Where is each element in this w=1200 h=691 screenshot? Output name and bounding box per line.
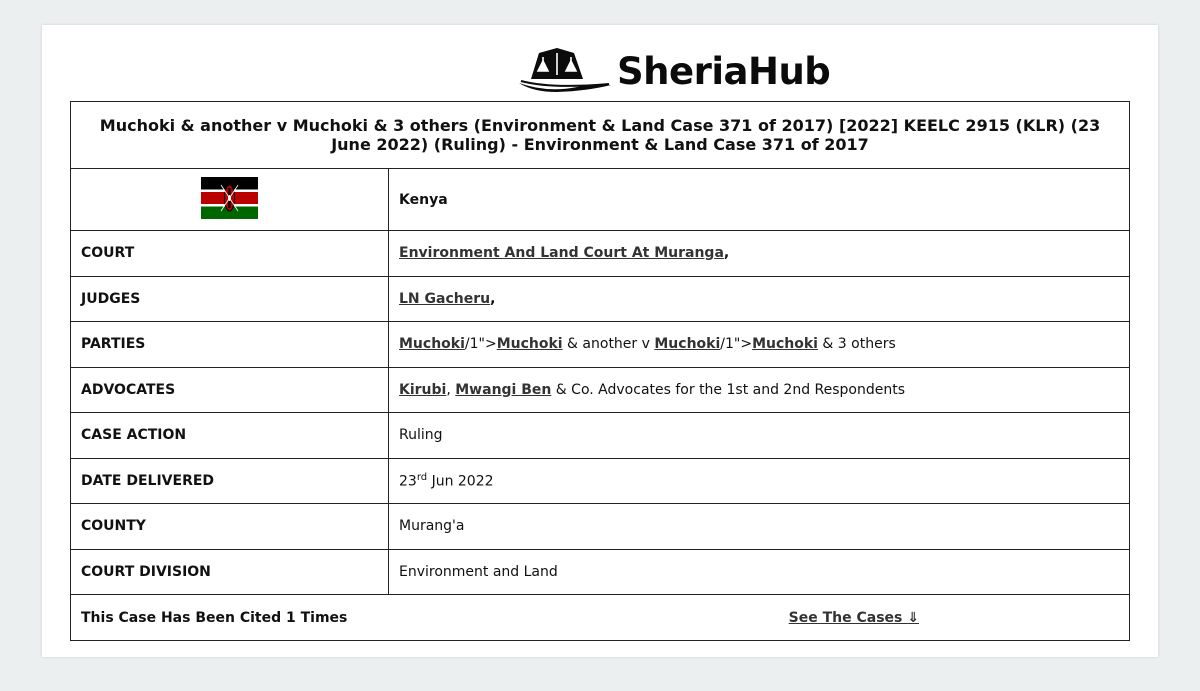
advocate-link[interactable]: Kirubi [399,381,447,398]
parties-text: & another v [562,336,655,353]
cited-row [71,595,1130,641]
party-link[interactable]: Muchoki [399,336,465,353]
party-link[interactable]: Muchoki [752,336,818,353]
case-details-table [70,101,1130,641]
court-division-label: COURT DIVISION [71,549,389,595]
advocates-text: & Co. Advocates for the 1st and 2nd Respondents [551,381,906,398]
parties-text: /1"> [720,336,753,353]
see-cases-link[interactable]: See The Cases ⇓ [788,609,919,626]
kenya-flag-icon [201,207,258,223]
court-sep: , [723,245,730,262]
case-title: Muchoki & another v Muchoki & 3 others (Environment & Land Case 371 of 2017) [2022] KEELC 2915 (KLR) (23 June 2022) (Ruling) - Environment & Land Case 371 of 2017 [71,102,1130,169]
sheriahub-logo[interactable] [517,43,830,95]
court-division-value: Environment and Land [389,549,1130,595]
country-name: Kenya [389,169,1130,231]
case-card [42,25,1158,657]
court-link[interactable]: Environment And Land Court At Muranga [399,245,724,262]
cited-count-text: This Case Has Been Cited 1 Times [81,609,348,626]
county-label: COUNTY [71,504,389,550]
judge-link[interactable]: LN Gacheru [399,290,491,307]
judges-value [389,276,1130,322]
judges-sep: , [490,290,496,307]
advocates-text: , [446,381,456,398]
parties-text: & 3 others [817,336,896,353]
brand-name: SheriaHub [617,49,831,93]
case-action-label: CASE ACTION [71,413,389,459]
flag-cell [71,169,389,231]
court-label: COURT [71,231,389,277]
parties-label: PARTIES [71,322,389,368]
parties-value [389,322,1130,368]
date-delivered-value [389,458,1130,504]
judges-label: JUDGES [71,276,389,322]
advocate-link[interactable]: Mwangi Ben [455,381,552,398]
case-action-value: Ruling [389,413,1130,459]
date-rest: Jun 2022 [427,473,494,490]
date-day: 23 [399,473,417,490]
court-value [389,231,1130,277]
advocates-value [389,367,1130,413]
date-suffix: rd [416,471,428,483]
county-value: Murang'a [389,504,1130,550]
party-link[interactable]: Muchoki [496,336,563,353]
advocates-label: ADVOCATES [71,367,389,413]
party-link[interactable]: Muchoki [654,336,721,353]
parties-text: /1"> [464,336,497,353]
date-delivered-label: DATE DELIVERED [71,458,389,504]
scales-boat-icon [517,45,613,93]
